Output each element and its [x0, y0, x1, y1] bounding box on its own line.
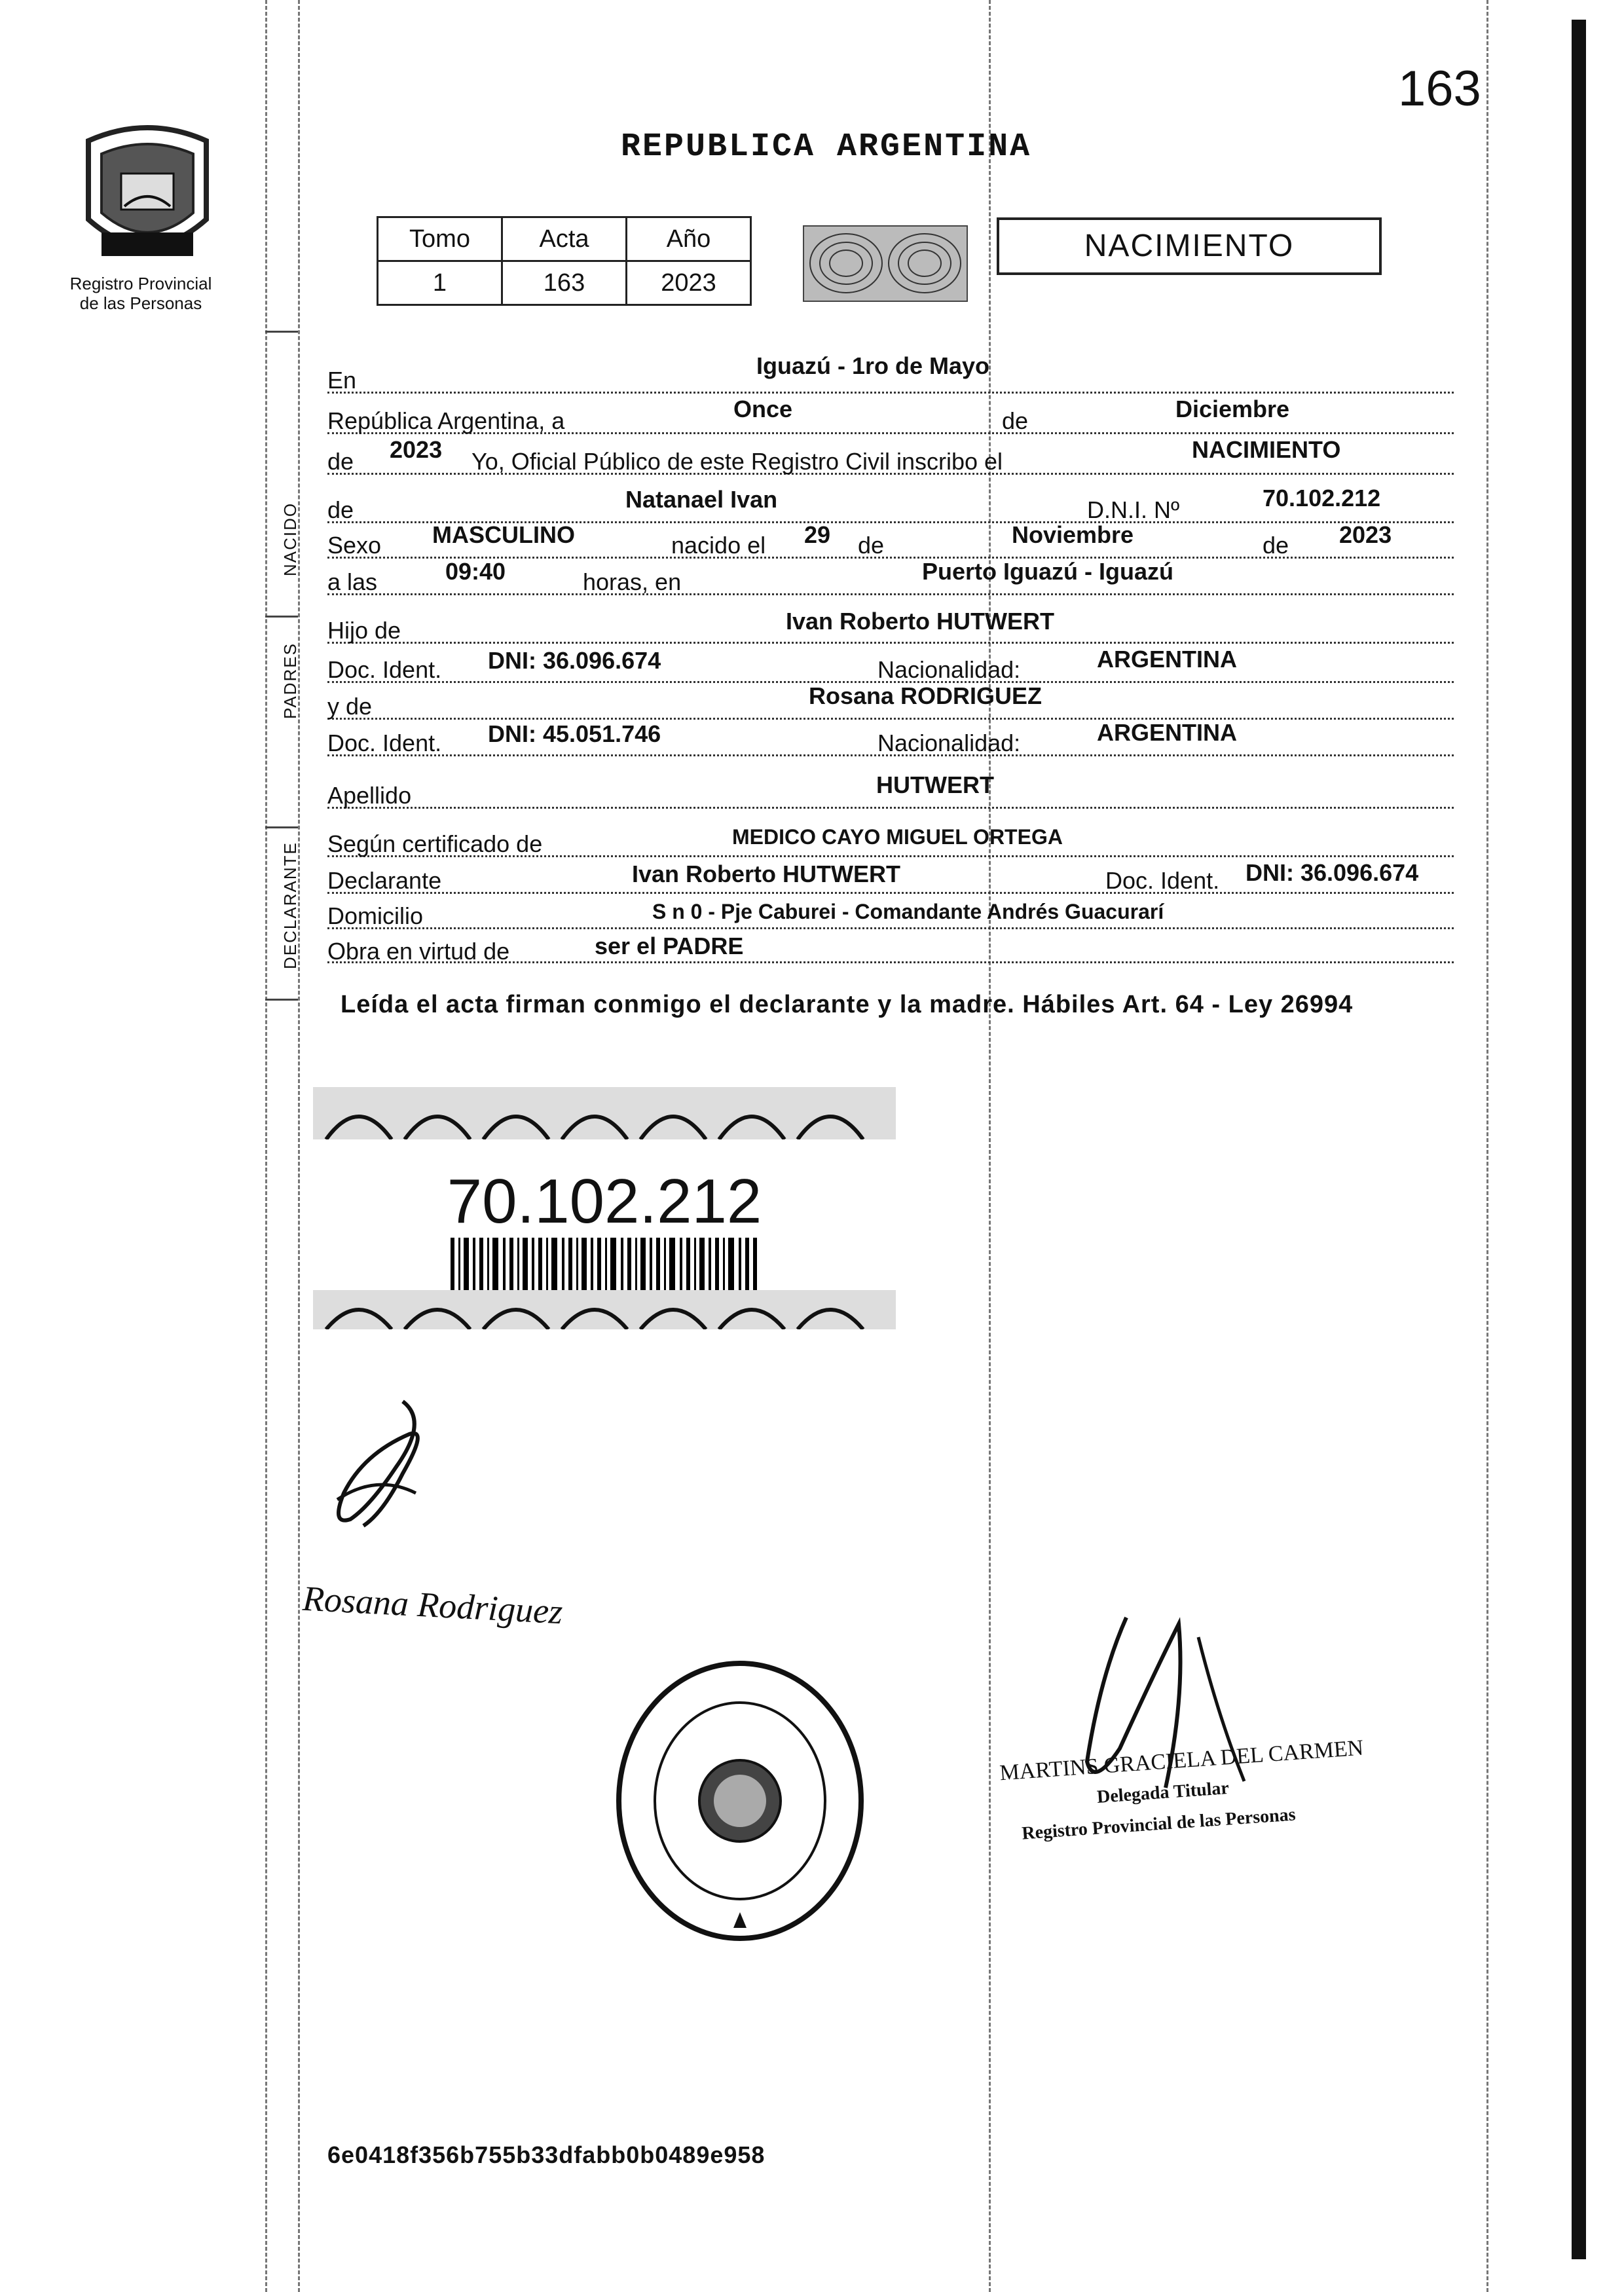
value-nac-anio: 2023: [1339, 521, 1392, 548]
signature-declarante-icon: [324, 1395, 442, 1532]
value-sexo: MASCULINO: [432, 521, 575, 548]
row-line: [327, 807, 1454, 809]
label-doc-ident: Doc. Ident.: [327, 730, 442, 756]
frame-line-left: [265, 0, 267, 2292]
label-certificado: Según certificado de: [327, 830, 543, 857]
value-anio: 2023: [390, 436, 443, 463]
label-y-de: y de: [327, 693, 373, 720]
row-line: [327, 593, 1454, 595]
value-lugar-nacimiento: Puerto Iguazú - Iguazú: [922, 558, 1173, 585]
value-dia: Once: [733, 396, 793, 422]
side-divider: [265, 999, 298, 1001]
value-dni: 70.102.212: [1263, 485, 1381, 511]
table-header-acta: Acta: [502, 217, 627, 261]
label-sexo: Sexo: [327, 532, 382, 559]
provincia-de-misiones-logo: [75, 121, 219, 278]
side-label-nacido: NACIDO: [280, 502, 300, 576]
label-horas-en: horas, en: [583, 568, 682, 595]
oficial-text: Yo, Oficial Público de este Registro Civil inscribo el: [471, 448, 1003, 475]
value-nombre: Natanael Ivan: [625, 486, 778, 513]
value-madre-doc: DNI: 45.051.746: [488, 720, 661, 747]
label-de: de: [1002, 407, 1029, 434]
row-line: [327, 642, 1454, 644]
sticker-pattern-top: [313, 1087, 896, 1139]
table-header-tomo: Tomo: [378, 217, 502, 261]
value-inscribo: NACIMIENTO: [1192, 436, 1341, 463]
value-domicilio: S n 0 - Pje Caburei - Comandante Andrés Guacurarí: [652, 900, 1164, 923]
value-madre: Rosana RODRIGUEZ: [809, 682, 1043, 709]
sticker-pattern-bottom: [313, 1290, 896, 1329]
label-declarante: Declarante: [327, 867, 442, 894]
official-org: Registro Provincial de las Personas: [1021, 1804, 1297, 1844]
value-apellido: HUTWERT: [876, 771, 994, 798]
row-line: [327, 892, 1454, 894]
official-name: MARTINS GRACIELA DEL CARMEN: [999, 1735, 1365, 1786]
frame-line-center: [989, 0, 991, 2292]
row-line: [327, 718, 1454, 720]
value-lugar-registro: Iguazú - 1ro de Mayo: [756, 352, 990, 379]
label-obra-en-virtud: Obra en virtud de: [327, 938, 510, 965]
logo-caption-line2: de las Personas: [79, 293, 202, 313]
frame-line-left-inner: [298, 0, 300, 2292]
side-divider: [265, 331, 298, 333]
label-doc-ident: Doc. Ident.: [327, 656, 442, 683]
value-padre-doc: DNI: 36.096.674: [488, 647, 661, 674]
official-seal-stamp: [609, 1657, 871, 1945]
label-hijo-de: Hijo de: [327, 617, 401, 644]
label-apellido: Apellido: [327, 782, 412, 809]
label-doc-ident: Doc. Ident.: [1105, 867, 1220, 894]
value-declarante: Ivan Roberto HUTWERT: [632, 860, 900, 887]
label-nacionalidad: Nacionalidad:: [877, 730, 1021, 756]
value-nac-mes: Noviembre: [1012, 521, 1134, 548]
signature-madre: Rosana Rodriguez: [301, 1578, 564, 1632]
tomo-acta-anio-table: [377, 216, 752, 306]
page-number: 163: [1398, 61, 1481, 117]
value-padre-nacionalidad: ARGENTINA: [1097, 646, 1237, 673]
table-value-anio: 2023: [627, 261, 751, 305]
document-hash: 6e0418f356b755b33dfabb0b0489e958: [327, 2141, 766, 2168]
scan-edge-bar: [1572, 20, 1586, 2259]
value-declarante-doc: DNI: 36.096.674: [1246, 859, 1419, 886]
label-de: de: [327, 496, 354, 523]
side-divider: [265, 826, 298, 828]
value-nac-dia: 29: [804, 521, 831, 548]
label-nacionalidad: Nacionalidad:: [877, 656, 1021, 683]
security-hologram-icon: [800, 223, 970, 305]
label-a-las: a las: [327, 568, 378, 595]
logo-caption-line1: Registro Provincial: [69, 274, 212, 293]
side-label-declarante: DECLARANTE: [280, 841, 300, 969]
barcode-icon: [451, 1238, 758, 1290]
label-en: En: [327, 367, 357, 394]
label-domicilio: Domicilio: [327, 902, 424, 929]
legal-paragraph: Leída el acta firman conmigo el declarante y la madre. Hábiles Art. 64 - Ley 26994: [341, 991, 1354, 1018]
value-mes: Diciembre: [1175, 396, 1290, 422]
value-certificado: MEDICO CAYO MIGUEL ORTEGA: [732, 825, 1063, 849]
row-line: [327, 927, 1454, 929]
side-divider: [265, 616, 298, 618]
label-republica: República Argentina, a: [327, 407, 565, 434]
value-hora: 09:40: [445, 558, 506, 585]
acta-type-box: NACIMIENTO: [997, 217, 1382, 275]
official-role: Delegada Titular: [1096, 1777, 1230, 1808]
barcode-number: 70.102.212: [447, 1166, 762, 1236]
row-line: [327, 392, 1454, 394]
label-nacido-el: nacido el: [671, 532, 766, 559]
table-header-anio: Año: [627, 217, 751, 261]
table-value-tomo: 1: [378, 261, 502, 305]
label-dni: D.N.I. Nº: [1087, 496, 1180, 523]
label-de: de: [327, 448, 354, 475]
page-title: REPUBLICA ARGENTINA: [621, 128, 1032, 166]
table-value-acta: 163: [502, 261, 627, 305]
barcode-sticker: [313, 1087, 896, 1329]
value-padre: Ivan Roberto HUTWERT: [786, 608, 1054, 635]
label-de: de: [858, 532, 885, 559]
label-de: de: [1263, 532, 1289, 559]
value-obra: ser el PADRE: [595, 933, 744, 959]
side-label-padres: PADRES: [280, 642, 300, 719]
logo-caption: [59, 274, 223, 313]
value-madre-nacionalidad: ARGENTINA: [1097, 719, 1237, 746]
frame-line-right: [1486, 0, 1488, 2292]
